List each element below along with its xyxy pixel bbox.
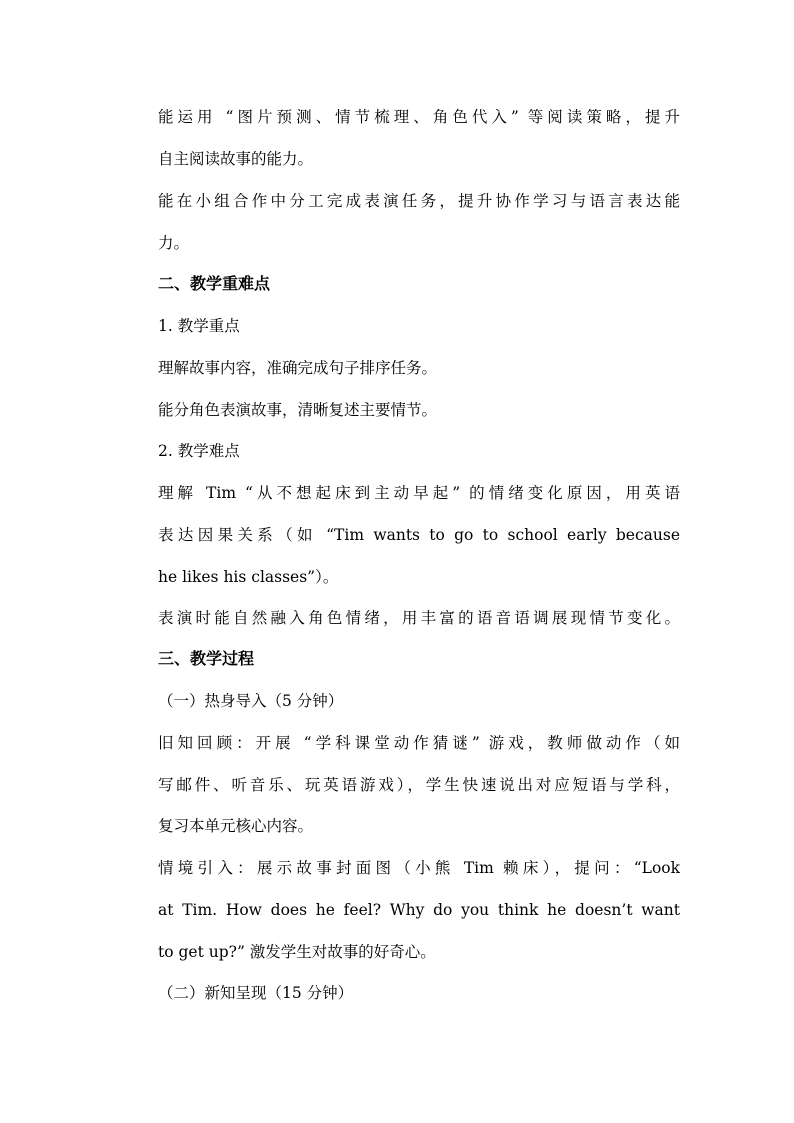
- step-title: （二）新知呈现（15 分钟）: [158, 984, 354, 1002]
- section-heading: 二、教学重难点: [158, 274, 271, 293]
- paragraph-line: 写邮件、听音乐、玩英语游戏），学生快速说出对应短语与学科，: [158, 776, 680, 794]
- subsection-title: 1. 教学重点: [158, 317, 240, 335]
- paragraph-line: at Tim. How does he feel? Why do you think he doesn’t want: [158, 901, 680, 919]
- paragraph-line: 情境引入：展示故事封面图（小熊 Tim 赖床），提问：“Look: [158, 859, 680, 877]
- list-item: 能分角色表演故事，清晰复述主要情节。: [158, 401, 438, 419]
- step-title: （一）热身导入（5 分钟）: [158, 692, 344, 710]
- paragraph-line: 能运用 “图片预测、情节梳理、角色代入” 等阅读策略，提升: [158, 108, 680, 126]
- paragraph-line: he likes his classes”）。: [158, 568, 339, 586]
- paragraph-line: 力。: [158, 234, 190, 252]
- paragraph-line: 表达因果关系（如 “Tim wants to go to school early because: [158, 526, 680, 544]
- paragraph-line: 旧知回顾：开展 “学科课堂动作猜谜” 游戏，教师做动作（如: [158, 734, 680, 752]
- paragraph-line: 表演时能自然融入角色情绪，用丰富的语音语调展现情节变化。: [158, 609, 680, 627]
- subsection-title: 2. 教学难点: [158, 442, 240, 460]
- paragraph-line: 理解 Tim “从不想起床到主动早起” 的情绪变化原因，用英语: [158, 484, 680, 502]
- paragraph-line: 复习本单元核心内容。: [158, 817, 314, 835]
- section-heading: 三、教学过程: [158, 649, 255, 668]
- list-item: 理解故事内容，准确完成句子排序任务。: [158, 359, 438, 377]
- paragraph-line: to get up?” 激发学生对故事的好奇心。: [158, 943, 436, 961]
- paragraph-line: 自主阅读故事的能力。: [158, 150, 314, 168]
- paragraph-line: 能在小组合作中分工完成表演任务，提升协作学习与语言表达能: [158, 192, 680, 210]
